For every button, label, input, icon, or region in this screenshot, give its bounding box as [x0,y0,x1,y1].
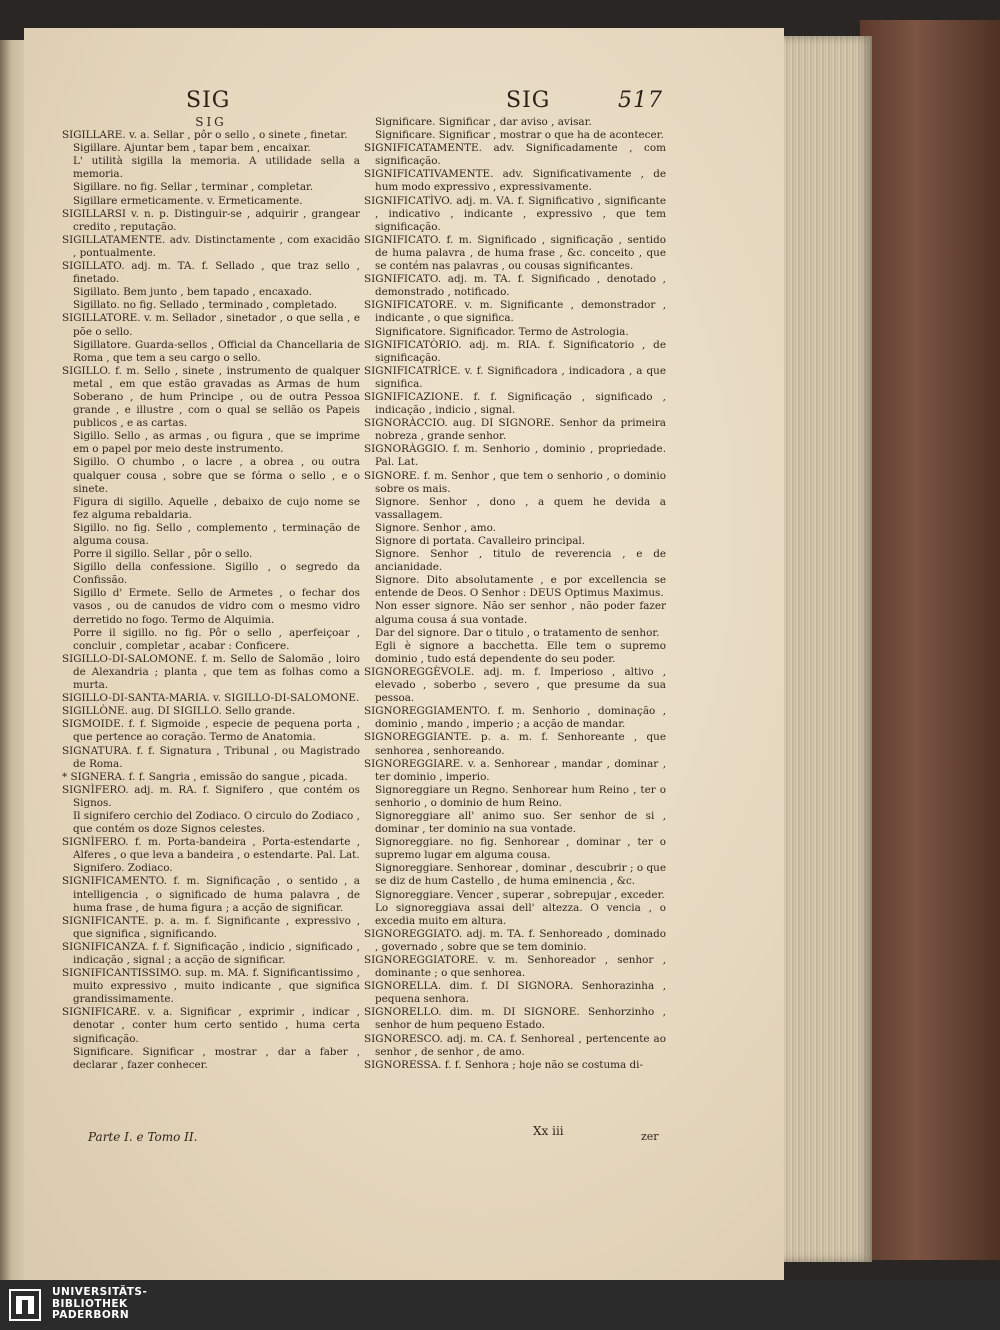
right-column-sense-entry: Signore. Senhor , titulo de reverencia , e de ancianidade. [375,548,666,574]
right-column-sense-entry: Lo signoreggiava assai dell' altezza. O vencia , o excedia muito em altura. [375,901,666,927]
right-column-headword-entry: SIGNOREGGIATO. adj. m. TA. f. Senhoreado , dominado , governado , sobre que se tem dominio. [364,927,666,953]
right-column-headword-entry: SIGNIFICAZIONE. f. f. Significação , significado , indicação , indicio , signal. [364,390,666,417]
footer-gathering-mark: Xx iii [533,1124,564,1138]
left-column-sense-entry: L' utilità sigilla la memoria. A utilidade sella a memoria. [73,155,360,181]
left-column-headword-entry: SIGNIFICAMENTO. f. m. Significação , o sentido , a intelligencia , o significado de huma palavra , de huma frase , de huma figura ; a acção de significar. [62,875,360,914]
left-column-headword-entry: SIGNIFICANZA. f. f. Significação , indicio , significado , indicação , signal ; a acção de significar. [62,940,360,966]
section-heading: SIG [195,115,227,129]
left-column-sense-entry: Sigillare ermeticamente. v. Ermeticamente. [73,194,303,207]
right-column-sense-entry: Signoreggiare all' animo suo. Ser senhor de si , dominar , ter dominio na sua vontade. [375,809,666,836]
left-column-headword-entry: SIGNATURA. f. f. Signatura , Tribunal , ou Magistrado de Roma. [62,744,360,770]
left-column-headword-entry: SIGILLO. f. m. Sello , sinete , instrumento de qualquer metal , em que estão gravadas as Armas de hum Soberano , de hum Principe , ou de outra Pessoa grande , e illustre , com o qual se sellão os Papeis publicos , e as cartas. [62,364,360,430]
right-column-headword-entry: SIGNORELLA. dim. f. DI SIGNORA. Senhorazinha , pequena senhora. [364,980,666,1006]
right-column-sense-entry: Signoreggiare. no fig. Senhorear , dominar , ter o supremo lugar em alguma cousa. [375,836,666,862]
running-head-right: SIG [506,88,551,113]
right-column-headword-entry: SIGNIFICATAMENTE. adv. Significadamente , com significação. [364,142,666,168]
left-column-headword-entry: SIGMOIDE. f. f. Sigmoide , especie de pequena porta , que pertence ao coração. Termo de Anatomia. [62,718,360,744]
right-column-headword-entry: SIGNIFICATRÌCE. v. f. Significadora , indicadora , a que significa. [364,364,666,390]
library-name-line1: UNIVERSITÄTS- [52,1286,148,1298]
left-column-headword-entry: SIGILLATO. adj. m. TA. f. Sellado , que traz sello , finetado. [62,260,360,286]
left-column-headword-entry: SIGILLO-DI-SANTA-MARIA. v. SIGILLO-DI-SALOMONE. [62,692,360,705]
left-column-headword-entry: SIGNIFICARE. v. a. Significar , exprimir , indicar , denotar , conter hum certo sentido , huma certa significação. [62,1006,360,1045]
left-column-sense-entry: Signifero. Zodiaco. [73,862,173,875]
page-number: 517 [618,88,663,113]
book-cover [860,20,1000,1260]
footer-catchword: zer [641,1130,659,1143]
left-column-headword-entry: SIGNIFICANTE. p. a. m. f. Significante , expressivo , que significa , significando. [62,914,360,940]
left-column-headword-entry: SIGILLO-DI-SALOMONE. f. m. Sello de Salomão , loiro de Alexandria ; planta , que tem as folhas como a murta. [62,652,360,692]
right-column-headword-entry: SIGNORESCO. adj. m. CA. f. Senhoreal , pertencente ao senhor , de senhor , de amo. [364,1032,666,1058]
library-name [52,1287,147,1322]
right-column-headword-entry: SIGNORESSA. f. f. Senhora ; hoje não se costuma di- [364,1058,644,1071]
left-column-sense-entry: Sigillo della confessione. Sigillo , o segredo da Confissão. [73,561,360,587]
right-column-headword-entry: SIGNIFICATÌVO. adj. m. VA. f. Significativo , significante , indicativo , indicante , expressivo , que tem significação. [364,194,666,233]
left-column-sense-entry: Sigillato. no fig. Sellado , terminado , completado. [73,299,338,312]
right-column-headword-entry: SIGNOREGGIANTE. p. a. m. f. Senhoreante , que senhorea , senhoreando. [364,731,666,757]
right-column-sense-entry: Dar del signore. Dar o titulo , o tratamento de senhor. [375,626,660,639]
right-column-sense-entry: Egli è signore a bacchetta. Elle tem o supremo dominio , tudo está dependente do seu poder. [375,639,666,665]
right-column-headword-entry: SIGNOREGGIAMENTO. f. m. Senhorio , dominação , dominio , mando , imperio ; a acção de mandar. [364,705,666,731]
right-column-sense-entry: Significare. Significar , mostrar o que ha de acontecer. [375,129,664,142]
left-column [62,116,360,1072]
right-column-sense-entry: Signoreggiare. Vencer , superar , sobrepujar , exceder. [375,888,665,901]
right-column-sense-entry: Signore di portata. Cavalleiro principal. [375,535,586,547]
left-column-sense-entry: Sigillatore. Guarda-sellos , Official da Chancellaria de Roma , que tem a seu cargo o sello. [73,338,360,364]
footer-signature: Parte I. e Tomo II. [88,1130,198,1144]
right-column-sense-entry: Signoreggiare. Senhorear , dominar , descubrir ; o que se diz de hum Castello , de huma eminencia , &c. [375,862,666,888]
right-column-sense-entry: Significare. Significar , dar aviso , avisar. [375,116,592,128]
right-column-sense-entry: Significatore. Significador. Termo de Astrologia. [375,325,629,338]
left-column-entries [62,129,360,1072]
right-column-headword-entry: SIGNOREGGIATORE. v. m. Senhoreador , senhor , dominante ; o que senhorea. [364,954,666,980]
left-column-headword-entry: SIGILLARE. v. a. Sellar , pôr o sello , o sinete , finetar. [62,129,348,142]
right-column-headword-entry: SIGNIFICATO. f. m. Significado , significação , sentido de huma palavra , de huma frase , &c. conceito , que se contém nas palavras , ou cousas significantes. [364,233,666,273]
university-library-logo-icon [8,1288,42,1322]
left-column-headword-entry: SIGNÌFERO. adj. m. RA. f. Signifero , que contém os Signos. [62,783,360,809]
running-head-left: SIG [186,88,231,113]
right-column-headword-entry: SIGNORE. f. m. Senhor , que tem o senhorio , o dominio sobre os mais. [364,469,666,495]
right-column-sense-entry: Signore. Senhor , dono , a quem he devida a vassallagem. [375,495,666,521]
left-page-edge [0,40,26,1280]
left-column-sense-entry: Sigillo. O chumbo , o lacre , a obrea , ou outra qualquer cousa , sobre que se fórma o sello , e o sinete. [73,456,360,495]
left-column-sense-entry: Sigillo d' Ermete. Sello de Armetes , o fechar dos vasos , ou de canudos de vidro com o mesmo vidro derretido no fogo. Termo de Alquimia. [73,587,360,626]
library-brand-bar [0,1280,1000,1330]
right-column-headword-entry: SIGNIFICATÒRIO. adj. m. RIA. f. Significatorio , de significação. [364,338,666,364]
right-column-sense-entry: Signoreggiare un Regno. Senhorear hum Reino , ter o senhorio , o dominio de hum Reino. [375,783,666,809]
left-column-headword-entry: * SIGNERA. f. f. Sangria , emissão do sangue , picada. [62,770,348,783]
library-name-line3: PADERBORN [52,1309,130,1321]
left-column-sense-entry: Sigillo. no fig. Sello , complemento , terminação de alguma cousa. [73,521,360,547]
right-column-sense-entry: Signore. Dito absolutamente , e por excellencia se entende de Deos. O Senhor : DEUS Optimus Maximus. [375,574,666,600]
left-column-headword-entry: SIGNÌFERO. f. m. Porta-bandeira , Porta-estendarte , Alferes , o que leva a bandeira , o estendarte. Pal. Lat. [62,836,360,862]
right-column-headword-entry: SIGNORÀGGIO. f. m. Senhorio , dominio , propriedade. Pal. Lat. [364,443,666,469]
left-column-sense-entry: Sigillare. no fig. Sellar , terminar , completar. [73,181,314,194]
left-column-sense-entry: Sigillo. Sello , as armas , ou figura , que se imprime em o papel por meio deste instrumento. [73,430,360,456]
right-column-headword-entry: SIGNORELLO. dim. m. DI SIGNORE. Senhorzinho , senhor de hum pequeno Estado. [364,1006,666,1032]
left-column-headword-entry: SIGILLATORE. v. m. Sellador , sinetador , o que sella , e põe o sello. [62,312,360,338]
left-column-headword-entry: SIGILLARSI v. n. p. Distinguir-se , adquirir , grangear credito , reputação. [62,207,360,233]
right-column-headword-entry: SIGNOREGGIARE. v. a. Senhorear , mandar , dominar , ter dominio , imperio. [364,757,666,783]
right-column-headword-entry: SIGNIFICATO. adj. m. TA. f. Significado , denotado , demonstrado , notificado. [364,273,666,299]
left-column-headword-entry: SIGILLÒNE. aug. DI SIGILLO. Sello grande. [62,705,296,718]
left-column-sense-entry: Significare. Significar , mostrar , dar a faber , declarar , fazer conhecer. [73,1045,360,1071]
left-column-sense-entry: Il signifero cerchio del Zodiaco. O circulo do Zodiaco , que contém os doze Signos celestes. [73,809,360,836]
left-column-sense-entry: Sigillare. Ajuntar bem , tapar bem , encaixar. [73,142,311,155]
left-column-headword-entry: SIGNIFICANTISSIMO. sup. m. MA. f. Significantissimo , muito expressivo , muito indicante , que significa grandissimamente. [62,967,360,1006]
right-column-entries [364,116,666,1072]
right-column-headword-entry: SIGNOREGGÈVOLE. adj. m. f. Imperioso , altivo , elevado , soberbo , severo , que presume da sua pessoa. [364,665,666,705]
right-column-sense-entry: Non esser signore. Não ser senhor , não poder fazer alguma cousa á sua vontade. [375,600,666,626]
right-column-sense-entry: Signore. Senhor , amo. [375,521,496,534]
library-name-line2: BIBLIOTHEK [52,1297,128,1310]
left-column-sense-entry: Porre il sigillo. Sellar , pôr o sello. [73,548,253,561]
left-column-sense-entry: Sigillato. Bem junto , bem tapado , encaxado. [73,286,312,299]
left-column-sense-entry: Porre il sigillo. no fig. Pôr o sello , aperfeiçoar , concluir , completar , acabar : Conficere. [73,626,360,652]
left-column-sense-entry: Figura di sigillo. Aquelle , debaixo de cujo nome se fez alguma rebaldaria. [73,495,360,521]
right-column-headword-entry: SIGNORÀCCIO. aug. DI SIGNORE. Senhor da primeira nobreza , grande senhor. [364,417,666,443]
right-column-headword-entry: SIGNIFICATORE. v. m. Significante , demonstrador , indicante , o que significa. [364,299,666,325]
left-column-headword-entry: SIGILLATAMENTE. adv. Distinctamente , com exacidão , pontualmente. [62,233,360,259]
right-column [364,116,666,1072]
right-column-headword-entry: SIGNIFICATIVAMENTE. adv. Significativamente , de hum modo expressivo , expressivamente. [364,168,666,194]
